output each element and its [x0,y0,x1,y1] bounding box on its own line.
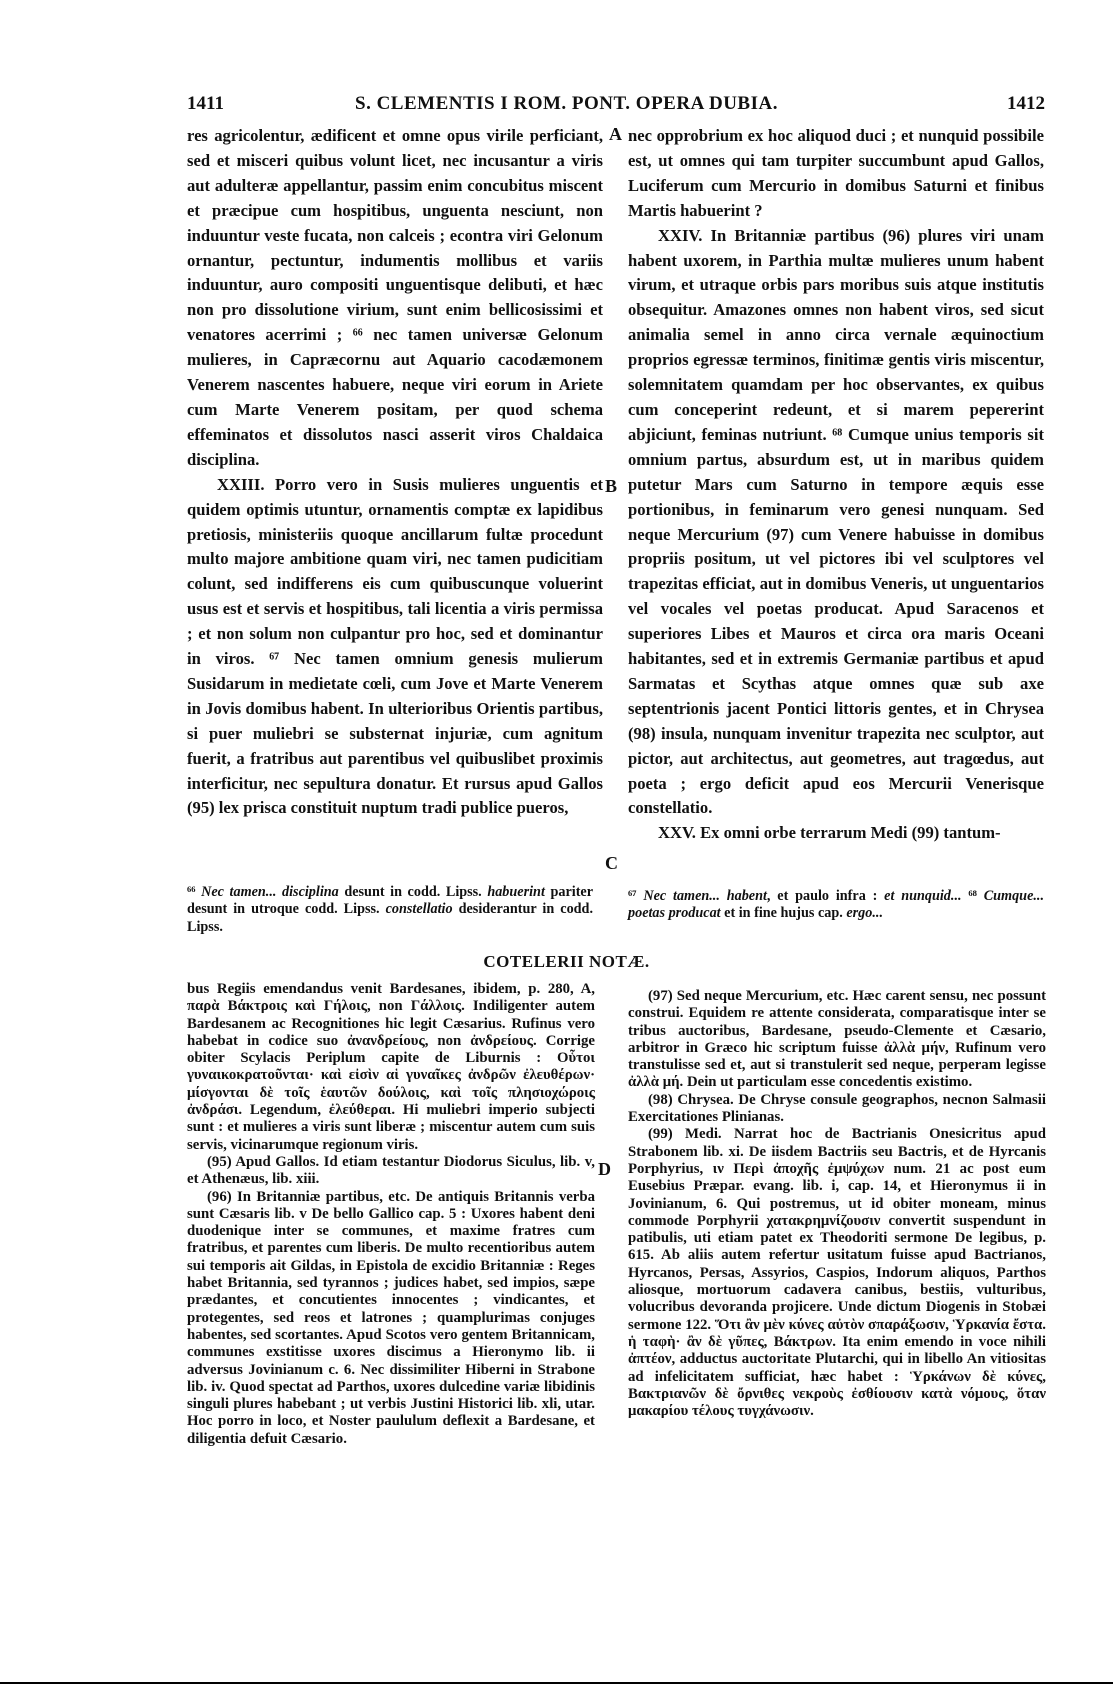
note-paragraph: (96) In Britanniæ partibus, etc. De antiquis Britannis verba sunt Cæsaris lib. v De bello Gallico cap. 5 : Uxores habent deni duodenique inter se communes, et maxime fratres cum fratribus, et parentes cum liberis. De multo recentioribus autem sui temporis ait Gildas, in Epistola de excidio Britanniæ : Reges habet Britannia, sed tyrannos ; judices habet, sed impios, sæpe prædantes, et concutientes innocentes ; vindicantes, et protegentes, sed reos et latrones ; quamplurimas conjuges habentes, sed scortantes. Apud Scotos vero gentem Britannicam, communes exstitisse uxores discimus a Hieronymo lib. ii adversus Jovinianum c. 6. Nec dissimiliter Hiberni in Strabone lib. iv. Quod spectat ad Parthos, uxores dulcedine variæ libidinis singuli plures habebant ; ut verbis Justini Historici lib. xli, utar. Hoc porro in loco, et Noster paululum deflexit a Bardesane, et diligentia defuit Cæsario. [187,1188,595,1447]
note-paragraph: (99) Medi. Narrat hoc de Bactrianis Onesicritus apud Strabonem lib. xi. De iisdem Bactriis seu Bactris, et de Hyrcanis Porphyrius, ιν Περὶ ἀποχῆς ἐμψύχων num. 21 ac post eum Eusebius Præpar. evang. lib. i, cap. 14, et Hieronymus ii in Jovinianum, 6. Qui postremus, ut id obiter moneam, minus commode Porphyrii χατακρημνίζουσιν convertit suspendunt in patibulis, uti etiam patet ex Theodoriti sermone De legibus, p. 615. Ab aliis autem refertur usitatum fuisse apud Bactrianos, Hyrcanos, Persas, Assyrios, Caspios, Indorum aliquos, Parthos aliosque, mortuorum cadavera canibus, bestiis, vulturibus, volucribus devoranda projicere. Unde dictum Diogenis in Stobæi sermone 122. Ὅτι ἂν μὲν κύνες αὐτὸν σπαράξωσιν, Ὑρκανία ἔστα. ἡ ταφὴ· ἂν δὲ γῦπες, Βάκτρων. Ita enim emendo in voce nihili ἀπτέον, adductus auctoritate Plutarchi, qui in libello An vitiositas ad infelicitatem sufficiat, hæc habet : Ὑρκάνων δὲ κύνες, Βακτριανῶν δὲ ὄρνιθες νεκροὺς ἐσθίουσιν κατὰ νόμους, ὅταν μακαρίου τέλους τυγχάνωσιν. [628,1126,1046,1420]
page-header [0,93,1113,119]
footnote-lemma: constellatio [385,901,453,918]
footnote-lemma: ergo... [846,905,884,922]
footnotes-left [187,884,593,936]
margin-marker-a: A [609,124,622,144]
main-paragraph: XXIII. Porro vero in Susis mulieres unguentis et quidem optimis utuntur, ornamentis comptæ ex lapidibus pretiosis, ministeriis quoque ancillarum fultæ procedunt multo majore ambitione quam viri, nec tamen pudicitiam colunt, sed indifferens eis cum quibuscunque voluerint usus est et servis et hospitibus, tali licentia a viris permissa ; et non solum non culpantur pro hoc, sed et dominantur in viros. ⁶⁷ Nec tamen omnium genesis mulierum Susidarum in medietate cœli, cum Jove et Marte Venerem in Jovis domibus habent. In ulterioribus Orientis partibus, si puer muliebri se substernat injuriæ, cum agnitum fuerit, a fratribus aut parentibus vel quibuslibet proximis interficitur, nec sepultura donatur. Et rursus apud Gallos (95) lex prisca constituit nuptum tradi publice pueros, [187,474,603,818]
footnote-text: desiderantur in codd. Lipss. [187,901,593,935]
note-paragraph: (97) Sed neque Mercurium, etc. Hæc carent sensu, nec possunt construi. Equidem re attente considerata, comparatisque inter se tribus auctoribus, Bardesane, pseudo-Clemente et Cæsario, arbitror in Græco hic scriptum fuisse ἀλλὰ μήν, Rufinum vero transtulisse sed et, aut si transtulerit sed neque, perperam legisse ἀλλὰ μή. Dein ut particulam esse concedentis existimo. [628,988,1046,1091]
footnote-lemma: Nec tamen... disciplina [201,884,339,900]
notes-right-column [628,988,1046,1420]
note-paragraph: bus Regiis emendandus venit Bardesanes, ibidem, p. 280, A, παρὰ Βάκτροις καὶ Γήλοις, non Γάλλοις. Indiligenter autem Bardesanem ac Recognitiones hic legit Cæsarius. Rufinus vero habebat in codice suo ἀνανδρείους, non ἀνδρείους. Corrige obiter Scylacis Periplum capite de Liburnis : Οὗτοι γυναικοκρατοῦνται· καὶ εἰσὶν αἱ γυναῖκες ἀνδρῶν ἐλευθέρων· μίσγονται δὲ τοῖς ἑαυτῶν δούλοις, καὶ τοῖς πλησιοχώροις ἀνδράσι. Legendum, ἐλεύθεραι. Hi muliebri imperio subjecti sunt : et mulieres a viris sunt liberæ ; miscentur autem cum suis servis, vicinarumque regionum viris. [187,981,595,1153]
running-title: S. CLEMENTIS I ROM. PONT. OPERA DUBIA. [355,93,778,114]
main-text-right-column [628,124,1044,846]
footnote-text: desunt in codd. Lipss. [338,884,488,900]
page-number-left: 1411 [187,93,224,114]
footnote-text: et in fine hujus cap. [720,905,847,922]
main-paragraph: XXIV. In Britanniæ partibus (96) plures viri unam habent uxorem, in Parthia multæ mulieres unum habent virum, et utraque orbis pars moribus suis atque institutis obsequitur. Amazones omnes non habent viros, sed sicut animalia semel in anno circa vernale æquinoctium proprios egressæ terminos, finitimæ gentis viris miscentur, solemnitatem quamdam per hoc observantes, ex quibus cum conceperint redeunt, et si marem pepererint abjiciunt, feminas nutriunt. ⁶⁸ Cumque unius temporis sit omnium partus, absurdum est, ut in maribus quidem putetur Mars cum Saturno in tempore æquis esse portionibus, in feminarum vero genesi nunquam. Sed neque Mercurium (97) cum Venere habuisse in domibus propriis positum, ut vel pictores ibi vel sculptores vel trapezitas efficiat, aut in domibus Veneris, ut unguentarios vel vocales vel poetas producat. Apud Saracenos et superiores Libes et Mauros et circa ora maris Oceani habitantes, sed et in extremis Germaniæ partibus et apud Sarmatas et Scythas atque omnes quæ sub axe septentrionis jacent Pontici littoris gentes, et in Chrysea (98) insula, nunquam invenitur trapezita nec sculptor, aut pictor, aut architectus, aut geometres, aut tragœdus, aut poeta ; ergo deficit apud eos Mercurii Venerisque constellatio. [628,225,1044,818]
main-text-left-column [187,124,603,821]
section-heading: COTELERII NOTÆ. [483,952,650,971]
footnote-mark: ⁶⁶ [187,884,196,900]
margin-marker-d: D [598,1159,611,1179]
footnote-text: , et paulo infra : [766,888,885,904]
bottom-rule [0,1682,1113,1684]
footnote-text: pariter desunt in utroque codd. Lipss. [187,884,594,918]
margin-marker-b: B [605,476,618,496]
footnote-lemma: habuerint [487,884,545,900]
notes-left-column [187,981,595,1448]
footnote-lemma: Nec tamen... habent [643,888,767,904]
footnote-mark: ⁶⁸ [968,888,977,904]
main-paragraph: nec opprobrium ex hoc aliquod duci ; et nunquid possibile est, ut omnes qui tam turpiter succumbunt apud Gallos, Luciferum cum Mercurio in domibus Saturni et finibus Martis habuerint ? [628,126,1044,220]
footnote-lemma: Cumque... poetas producat [628,888,1045,922]
main-paragraph: XXV. Ex omni orbe terrarum Medi (99) tantum- [658,823,1001,843]
margin-marker-c: C [605,853,618,873]
main-paragraph: res agricolentur, ædificent et omne opus virile perficiant, sed et misceri quibus volunt licet, nec incusantur a viris aut adulteræ appellantur, passim enim concubitus miscent et præcipue cum hospitibus, unguenta nesciunt, non induuntur veste fucata, non calceis ; econtra viri Gelonum ornantur, pectuntur, indumentis mollibus et variis induuntur, auro compositi unguentisque delibuti, et hæc non pro dissolutione virium, sunt enim bellicosissimi et venatores acerrimi ; ⁶⁶ nec tamen universæ Gelonum mulieres, in Capræcornu aut Aquario cacodæmonem Venerem nascentes habuere, neque viri eorum in Ariete cum Marte Venerem positam, per quod schema effeminatos et dissolutos nasci asserit viros Chaldaica disciplina. [187,126,603,469]
note-paragraph: (98) Chrysea. De Chryse consule geographos, necnon Salmasii Exercitationes Plinianas. [628,1091,1046,1126]
footnote-mark: ⁶⁷ [628,888,637,904]
footnote-lemma: et nunquid... [884,888,969,904]
page-number-right: 1412 [1007,93,1045,114]
note-paragraph: (95) Apud Gallos. Id etiam testantur Diodorus Siculus, lib. v, et Athenæus, lib. xiii. [187,1153,595,1188]
footnotes-right [628,888,1044,923]
